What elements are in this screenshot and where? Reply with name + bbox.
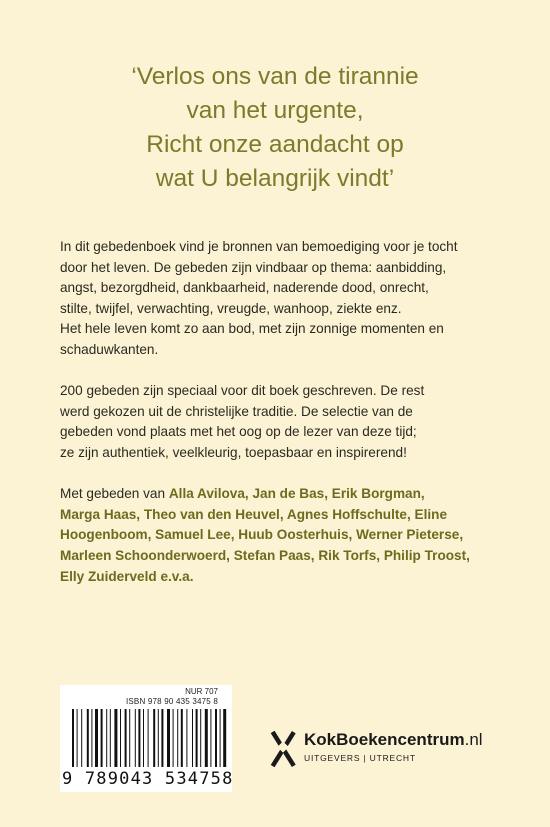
barcode-bar — [87, 709, 89, 767]
barcode-bar — [223, 709, 226, 767]
barcode-bar — [215, 709, 217, 767]
barcode-bar — [106, 709, 107, 767]
kok-boekencentrum-logo-icon — [268, 728, 298, 770]
text-line: angst, bezorgdheid, dankbaarheid, naderende dood, onrecht, — [60, 280, 429, 296]
contributor-names: Marleen Schoonderwoerd, Stefan Paas, Rik Torfs, Philip Troost, — [60, 547, 470, 563]
blurb — [60, 237, 520, 608]
barcode-bar — [161, 709, 163, 767]
text-line: ze zijn authentiek, veelkleurig, toepasbaar en inspirerend! — [60, 444, 407, 460]
quote-line: van het urgente, — [186, 97, 364, 124]
barcode-bar — [129, 709, 130, 767]
barcode-bar — [210, 709, 211, 767]
quote-line: wat U belangrijk vindt’ — [155, 165, 395, 192]
text-line: 200 gebeden zijn speciaal voor dit boek geschreven. De rest — [60, 383, 425, 399]
barcode-bar — [153, 709, 155, 767]
contributors-paragraph — [60, 484, 520, 587]
barcode-bar — [101, 709, 103, 767]
blurb-paragraph-1 — [60, 237, 520, 361]
barcode-bar — [192, 709, 193, 767]
barcode-bar — [173, 709, 174, 767]
barcode-bar — [135, 709, 136, 767]
contributor-names: Alla Avilova, Jan de Bas, Erik Borgman, — [168, 486, 425, 502]
back-cover-quote — [0, 60, 550, 196]
barcode-bar — [177, 709, 178, 767]
barcode-bar — [200, 709, 201, 767]
barcode-bar — [114, 709, 117, 767]
barcode-bar — [167, 709, 170, 767]
barcode-bar — [77, 709, 78, 767]
isbn-barcode — [60, 685, 232, 792]
barcode-bar — [125, 709, 127, 767]
barcode-digits: 9 789043 534758 — [62, 769, 234, 789]
blurb-paragraph-2 — [60, 381, 520, 463]
text-line: stilte, twijfel, verwachting, vreugde, wanhoop, ziekte enz. — [60, 300, 402, 316]
text-line: In dit gebedenboek vind je bronnen van bemoediging voor je tocht — [60, 239, 458, 254]
contributor-names: Elly Zuiderveld e.v.a. — [60, 568, 194, 584]
text-line: schaduwkanten. — [60, 341, 159, 357]
contributor-names: Hoogenboom, Samuel Lee, Huub Oosterhuis, Werner Pieterse, — [60, 527, 464, 543]
barcode-bar — [220, 709, 221, 767]
barcode-bar — [196, 709, 198, 767]
quote-line: Richt onze aandacht op — [146, 131, 404, 158]
publisher-name: KokBoekencentrum.nl — [304, 730, 483, 749]
text-line: door het leven. De gebeden zijn vindbaar op thema: aanbidding, — [60, 259, 447, 275]
barcode-bar — [110, 709, 111, 767]
barcode-bar — [186, 709, 187, 767]
text-line: gebeden vond plaats met het oog op de lezer van deze tijd; — [60, 424, 417, 440]
publisher-subtitle: UITGEVERS | UTRECHT — [304, 753, 416, 763]
barcode-bar — [81, 709, 82, 767]
text-line: Het hele leven komt zo aan bod, met zijn zonnige momenten en — [60, 321, 444, 337]
barcode-bar — [91, 709, 92, 767]
nur-code: NUR 707 — [185, 687, 218, 696]
contributor-names: Marga Haas, Theo van den Heuvel, Agnes Hoffschulte, Eline — [60, 506, 448, 522]
contributors-intro: Met gebeden van — [60, 486, 169, 502]
barcode-bar — [181, 709, 183, 767]
barcode-bar — [143, 709, 144, 767]
barcode-bar — [148, 709, 149, 767]
barcode-bar — [120, 709, 121, 767]
barcode-bar — [158, 709, 159, 767]
barcode-bar — [95, 709, 98, 767]
barcode-bar — [138, 709, 140, 767]
barcode-bar — [72, 709, 74, 767]
text-line: werd gekozen uit de christelijke traditie. De selectie van de — [60, 403, 413, 419]
barcode-bar — [205, 709, 208, 767]
isbn-number: ISBN 978 90 435 3475 8 — [125, 697, 218, 706]
quote-line: ‘Verlos ons van de tirannie — [131, 63, 419, 90]
